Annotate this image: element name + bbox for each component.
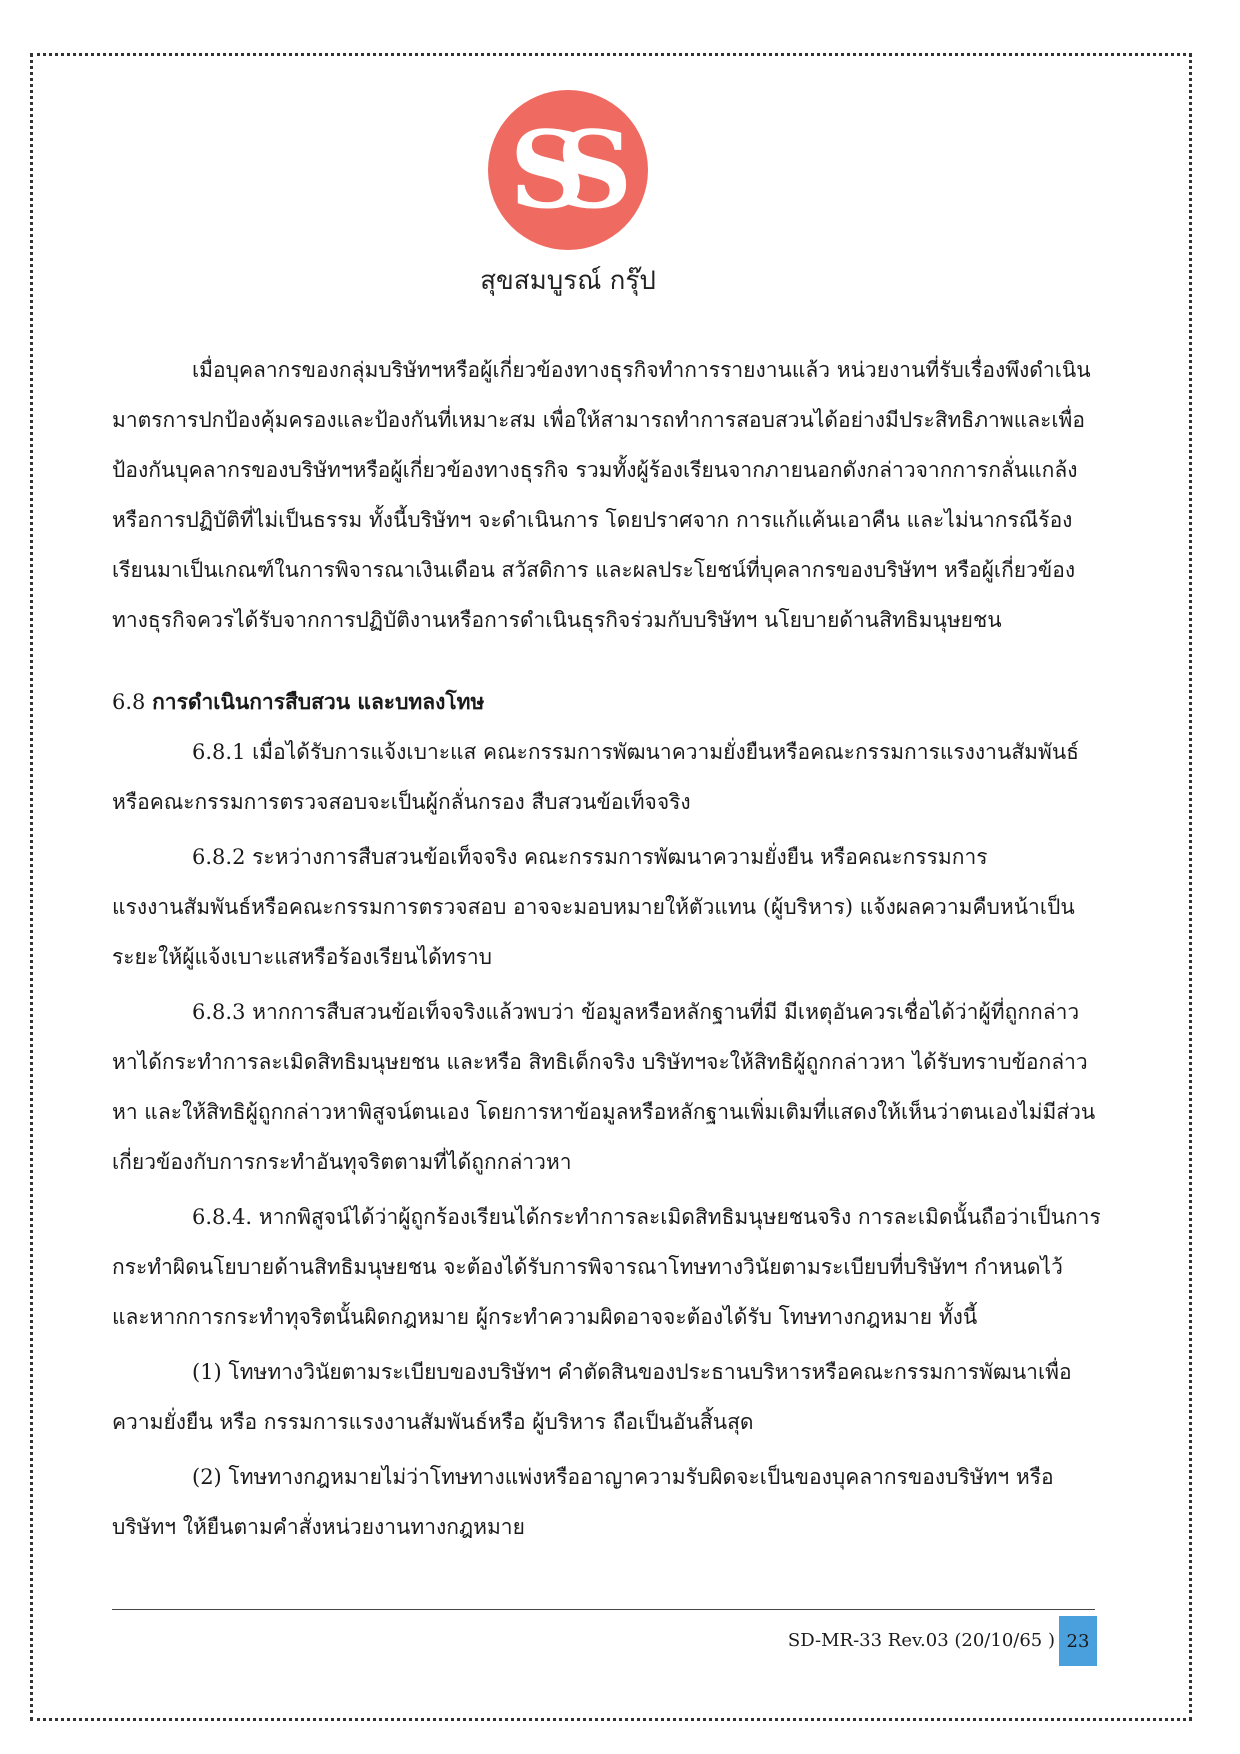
page-number: 23 bbox=[1066, 1630, 1090, 1652]
document-body bbox=[112, 345, 1102, 1552]
logo-letters: SS bbox=[509, 107, 605, 232]
page-number-badge bbox=[1059, 1616, 1097, 1666]
section-heading bbox=[112, 677, 1102, 727]
section-number: 6.8 bbox=[112, 690, 146, 714]
company-name: สุขสมบูรณ์ กรุ๊ป bbox=[480, 266, 656, 296]
document-code: SD-MR-33 Rev.03 (20/10/65 ) bbox=[787, 1630, 1055, 1651]
paragraph-6-8-1: 6.8.1 เมื่อได้รับการแจ้งเบาะแส คณะกรรมการพัฒนาความยั่งยืนหรือคณะกรรมการแรงงานสัมพันธ์หรือคณะกรรมการตรวจสอบจะเป็นผู้กลั่นกรอง สืบสวนข้อเท็จจริง bbox=[112, 740, 1079, 814]
paragraph-6-8-2: 6.8.2 ระหว่างการสืบสวนข้อเท็จจริง คณะกรรมการพัฒนาความยั่งยืน หรือคณะกรรมการแรงงานสัมพันธ์หรือคณะกรรมการตรวจสอบ อาจจะมอบหมายให้ตัวแทน (ผู้บริหาร) แจ้งผลความคืบหน้าเป็นระยะให้ผู้แจ้งเบาะแสหรือร้องเรียนได้ทราบ bbox=[112, 845, 1075, 969]
paragraph-6-8-4: 6.8.4. หากพิสูจน์ได้ว่าผู้ถูกร้องเรียนได้กระทำการละเมิดสิทธิมนุษยชนจริง การละเมิดนั้นถือว่าเป็นการกระทำผิดนโยบายด้านสิทธิมนุษยชน จะต้องได้รับการพิจารณาโทษทางวินัยตามระเบียบที่บริษัทฯ กำหนดไว้ และหากการกระทำทุจริตนั้นผิดกฎหมาย ผู้กระทำความผิดอาจจะต้องได้รับ โทษทางกฎหมาย ทั้งนี้ bbox=[112, 1205, 1101, 1329]
list-item-2: (2) โทษทางกฎหมายไม่ว่าโทษทางแพ่งหรืออาญาความรับผิดจะเป็นของบุคลากรของบริษัทฯ หรือบริษัทฯ ให้ยืนตามคำสั่งหน่วยงานทางกฎหมาย bbox=[112, 1465, 1054, 1539]
list-item-1: (1) โทษทางวินัยตามระเบียบของบริษัทฯ คำตัดสินของประธานบริหารหรือคณะกรรมการพัฒนาเพื่อความยั่งยืน หรือ กรรมการแรงงานสัมพันธ์หรือ ผู้บริหาร ถือเป็นอันสิ้นสุด bbox=[112, 1360, 1072, 1434]
logo-mark bbox=[488, 90, 648, 250]
paragraph-6-8-3: 6.8.3 หากการสืบสวนข้อเท็จจริงแล้วพบว่า ข้อมูลหรือหลักฐานที่มี มีเหตุอันควรเชื่อได้ว่าผู้ที่ถูกกล่าวหาได้กระทำการละเมิดสิทธิมนุษยชน และหรือ สิทธิเด็กจริง บริษัทฯจะให้สิทธิผู้ถูกกล่าวหา ได้รับทราบข้อกล่าวหา และให้สิทธิผู้ถูกกล่าวหาพิสูจน์ตนเอง โดยการหาข้อมูลหรือหลักฐานเพิ่มเติมที่แสดงให้เห็นว่าตนเองไม่มีส่วนเกี่ยวข้องกับการกระทำอันทุจริตตามที่ได้ถูกกล่าวหา bbox=[112, 1000, 1096, 1174]
company-logo bbox=[473, 90, 663, 301]
footer-divider bbox=[112, 1609, 1095, 1610]
intro-paragraph: เมื่อบุคลากรของกลุ่มบริษัทฯหรือผู้เกี่ยวข้องทางธุรกิจทำการรายงานแล้ว หน่วยงานที่รับเรื่องพึงดำเนินมาตรการปกป้องคุ้มครองและป้องกันที่เหมาะสม เพื่อให้สามารถทำการสอบสวนได้อย่างมีประสิทธิภาพและเพื่อป้องกันบุคลากรของบริษัทฯหรือผู้เกี่ยวข้องทางธุรกิจ รวมทั้งผู้ร้องเรียนจากภายนอกดังกล่าวจากการกลั่นแกล้งหรือการปฏิบัติที่ไม่เป็นธรรม ทั้งนี้บริษัทฯ จะดำเนินการ โดยปราศจาก การแก้แค้นเอาคืน และไม่นากรณีร้องเรียนมาเป็นเกณฑ์ในการพิจารณาเงินเดือน สวัสดิการ และผลประโยชน์ที่บุคลากรของบริษัทฯ หรือผู้เกี่ยวข้องทางธุรกิจควรได้รับจากการปฏิบัติงานหรือการดำเนินธุรกิจร่วมกับบริษัทฯ นโยบายด้านสิทธิมนุษยชน bbox=[112, 358, 1091, 632]
section-title: การดำเนินการสืบสวน และบทลงโทษ bbox=[152, 689, 485, 714]
